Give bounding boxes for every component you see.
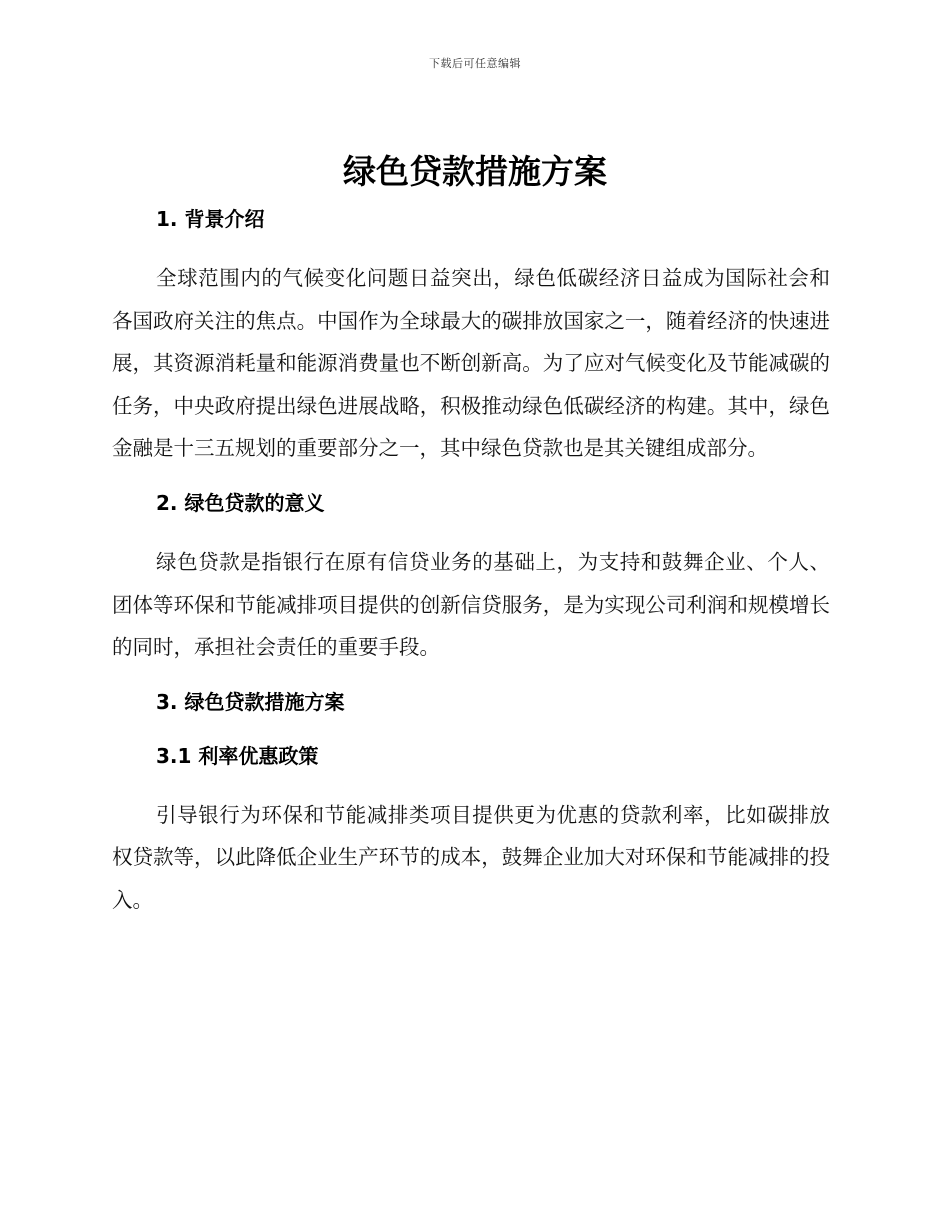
section-paragraph-significance: 绿色贷款是指银行在原有信贷业务的基础上，为支持和鼓舞企业、个人、团体等环保和节能减排项目提供的创新信贷服务，是为实现公司利润和规模增长的同时，承担社会责任的重要手段。 <box>112 549 830 660</box>
subsection-paragraph-interest-rate: 引导银行为环保和节能减排类项目提供更为优惠的贷款利率，比如碳排放权贷款等，以此降低企业生产环节的成本，鼓舞企业加大对环保和节能减排的投入。 <box>112 802 830 912</box>
section-heading-significance: 2. 绿色贷款的意义 <box>156 490 325 515</box>
document-title: 绿色贷款措施方案 <box>343 152 607 191</box>
header-note: 下载后可任意编辑 <box>429 57 521 70</box>
section-paragraph-background: 全球范围内的气候变化问题日益突出，绿色低碳经济日益成为国际社会和各国政府关注的焦点。中国作为全球最大的碳排放国家之一，随着经济的快速进展，其资源消耗量和能源消费量也不断创新高。为了应对气候变化及节能减碳的任务，中央政府提出绿色进展战略，积极推动绿色低碳经济的构建。其中，绿色金融是十三五规划的重要部分之一，其中绿色贷款也是其关键组成部分。 <box>112 266 830 461</box>
document-body <box>112 202 830 922</box>
section-heading-measures: 3. 绿色贷款措施方案 <box>156 689 345 714</box>
section-heading-background: 1. 背景介绍 <box>156 207 265 231</box>
subsection-heading-interest-rate: 3.1 利率优惠政策 <box>156 743 319 768</box>
